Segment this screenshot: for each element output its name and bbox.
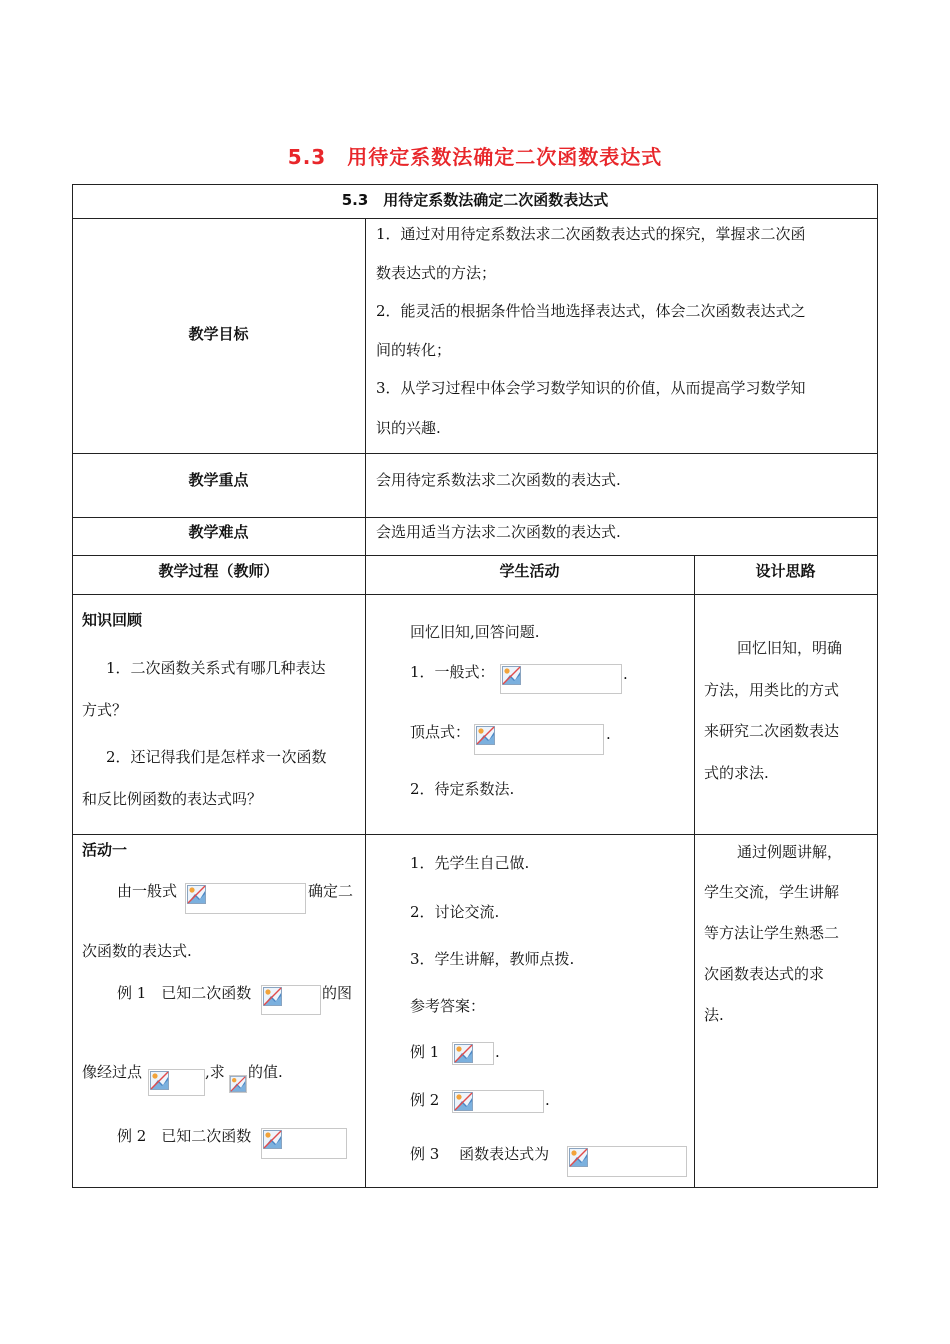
activity1-design-line: 通过例题讲解，: [737, 843, 843, 861]
example-2-start: 例 2 已知二次函数: [117, 1127, 252, 1145]
review-question-2-end: 次函数: [281, 748, 327, 766]
answer-example-2-label: 例 2: [410, 1091, 440, 1109]
objective-line: 识的兴趣.: [376, 419, 441, 437]
activity1-student-line: 3．学生讲解，教师点拨.: [410, 950, 575, 968]
review-question-2-start: 2．还记得我们是怎样求: [106, 748, 266, 766]
broken-image-icon: [454, 1092, 473, 1111]
difficulty-label: 教学难点: [188, 523, 249, 541]
formula-image-example1-points: [148, 1069, 205, 1096]
broken-image-icon: [502, 666, 521, 685]
key-point-text: 会用待定系数法求二次函数的表达式.: [376, 471, 621, 489]
activity1-student-line: 2．讨论交流.: [410, 903, 500, 921]
column-header-design: 设计思路: [755, 562, 816, 580]
review-design-line: 式的求法.: [704, 764, 769, 782]
column-header-activity: 学生活动: [499, 562, 560, 580]
review-question-1-cont: 方式？: [82, 701, 128, 719]
period: .: [545, 1091, 550, 1109]
broken-image-icon: [569, 1148, 588, 1167]
answer-example-3-label: 例 3 函数表达式为: [410, 1145, 550, 1163]
example-1-end: 的图: [322, 984, 353, 1002]
review-design-line: 方法，用类比的方式: [704, 681, 840, 699]
review-student-line-4: 2．待定系数法.: [410, 780, 515, 798]
review-heading: 知识回顾: [82, 611, 143, 629]
column-header-process: 教学过程（教师）: [158, 562, 279, 580]
objective-line: 2．能灵活的根据条件恰当地选择表达式，体会二次函数表达式之: [376, 302, 806, 320]
period: .: [623, 665, 628, 683]
inline-formula-glyph: 一: [266, 748, 282, 766]
objective-line: 间的转化；: [376, 341, 452, 359]
review-design-line: 回忆旧知，明确: [737, 639, 843, 657]
broken-image-icon: [150, 1071, 169, 1090]
broken-image-icon: [230, 1076, 246, 1092]
review-student-line-1: 回忆旧知,回答问题.: [410, 623, 540, 641]
broken-image-icon: [263, 987, 282, 1006]
formula-image-answer3: [567, 1146, 687, 1177]
activity1-design-line: 学生交流，学生讲解: [704, 883, 840, 901]
formula-image-vertex-form: [474, 724, 604, 755]
formula-image-answer1: [452, 1042, 494, 1065]
example-1-cont-end: 的值.: [248, 1063, 283, 1081]
activity1-design-line: 法.: [704, 1006, 724, 1024]
difficulty-text: 会选用适当方法求二次函数的表达式.: [376, 523, 621, 541]
period: .: [495, 1043, 500, 1061]
formula-image-example1-function: [261, 985, 321, 1015]
broken-image-icon: [454, 1044, 473, 1063]
activity1-heading: 活动一: [82, 841, 128, 859]
activity1-student-line: 参考答案：: [410, 997, 486, 1015]
example-1-start: 例 1 已知二次函数: [117, 984, 252, 1002]
activity1-design-line: 次函数表达式的求: [704, 965, 825, 983]
example-1-cont-start: 像经过点: [82, 1063, 143, 1081]
review-question-2: [106, 747, 327, 767]
review-question-1: 1．二次函数关系式有哪几种表达: [106, 659, 326, 677]
activity1-student-line: 1．先学生自己做.: [410, 854, 530, 872]
objective-line: 1．通过对用待定系数法求二次函数表达式的探究，掌握求二次函: [376, 225, 806, 243]
broken-image-icon: [263, 1130, 282, 1149]
table-title: 5.3 用待定系数法确定二次函数表达式: [341, 191, 609, 209]
objective-line: 3．从学习过程中体会学习数学知识的价值，从而提高学习数学知: [376, 379, 806, 397]
review-student-general-form: 1．一般式：: [410, 663, 495, 681]
broken-image-icon: [476, 726, 495, 745]
key-point-label: 教学重点: [188, 471, 249, 489]
answer-example-1-label: 例 1: [410, 1043, 440, 1061]
objectives-label: 教学目标: [188, 325, 249, 343]
activity1-design-line: 等方法让学生熟悉二: [704, 924, 840, 942]
objective-line: 数表达式的方法；: [376, 264, 497, 282]
period: .: [606, 725, 611, 743]
broken-image-icon: [187, 885, 206, 904]
formula-image-general-form: [500, 664, 622, 694]
review-student-vertex-form: 顶点式：: [410, 723, 471, 741]
example-1-cont-mid: ,求: [205, 1063, 225, 1081]
formula-image-example1-unknowns: [229, 1075, 247, 1093]
review-question-2-cont: 和反比例函数的表达式吗？: [82, 790, 263, 808]
review-design-line: 来研究二次函数表达: [704, 722, 840, 740]
activity1-line-1-start: 由一般式: [117, 882, 178, 900]
formula-image-answer2: [452, 1090, 544, 1113]
formula-image-general: [185, 883, 306, 914]
activity1-line-2: 次函数的表达式.: [82, 942, 192, 960]
activity1-line-1-end: 确定二: [308, 882, 354, 900]
page-title: 5.3 用待定系数法确定二次函数表达式: [287, 145, 663, 169]
formula-image-example2-function: [261, 1128, 347, 1159]
